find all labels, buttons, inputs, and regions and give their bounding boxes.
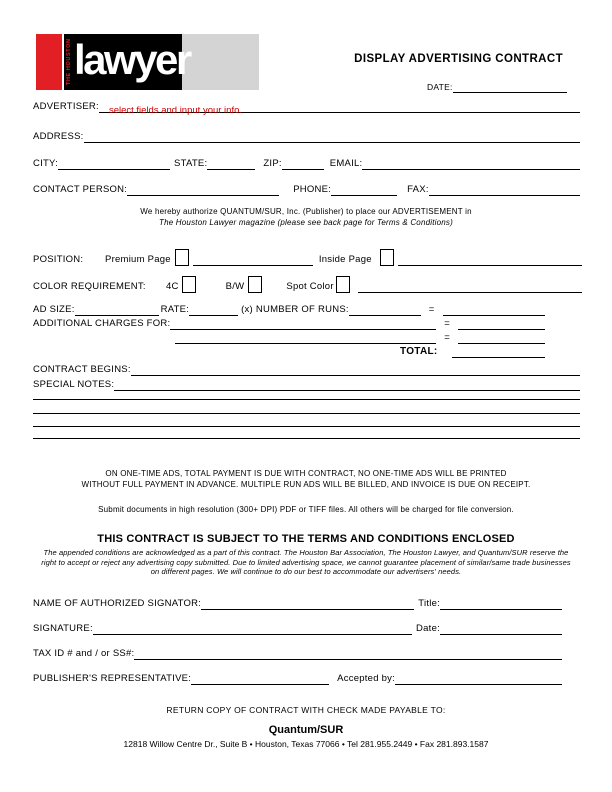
submit-documents-note: Submit documents in high resolution (300+ DPI) PDF or TIFF files. All others will be charged for file conversion. — [98, 505, 514, 514]
signator-row — [33, 597, 562, 610]
return-copy-note: RETURN COPY OF CONTRACT WITH CHECK MADE PAYABLE TO: — [166, 705, 446, 715]
four-color-label: 4C — [166, 281, 179, 292]
city-label: CITY: — [33, 158, 59, 169]
bw-checkbox[interactable] — [248, 276, 262, 293]
premium-page-checkbox[interactable] — [175, 249, 189, 266]
phone-input-line[interactable] — [331, 183, 397, 196]
special-notes-row — [33, 378, 580, 391]
total-input-line[interactable] — [452, 345, 545, 358]
special-notes-line-3[interactable] — [33, 413, 580, 414]
extra-charges-input-line[interactable] — [175, 331, 436, 344]
zip-label: ZIP: — [263, 158, 282, 169]
contact-person-input-line[interactable] — [127, 183, 279, 196]
date-label: DATE: — [427, 82, 453, 92]
special-notes-line-4[interactable] — [33, 426, 580, 427]
zip-input-line[interactable] — [282, 157, 324, 170]
title-label: Title: — [418, 598, 440, 609]
accepted-by-label: Accepted by: — [337, 673, 396, 684]
special-notes-line-5[interactable] — [33, 438, 580, 439]
signature-input-line[interactable] — [93, 622, 412, 635]
inside-page-label: Inside Page — [318, 254, 372, 265]
contact-person-label: CONTACT PERSON: — [33, 184, 128, 195]
logo-black-block — [64, 34, 190, 90]
payment-terms-line2: WITHOUT FULL PAYMENT IN ADVANCE. MULTIPLE RUN ADS WILL BE BILLED, AND INVOICE IS DUE ON RECEIPT. — [81, 479, 531, 489]
city-input-line[interactable] — [58, 157, 170, 170]
number-of-runs-label: (x) NUMBER OF RUNS: — [241, 304, 349, 315]
city-state-zip-email-row — [33, 157, 580, 170]
title-input-line[interactable] — [440, 597, 562, 610]
logo-gray-block — [182, 34, 259, 90]
special-notes-label: SPECIAL NOTES: — [33, 379, 115, 390]
color-requirement-label: COLOR REQUIREMENT: — [33, 281, 146, 292]
contract-begins-row — [33, 363, 580, 376]
tax-id-row — [33, 647, 562, 660]
advertiser-input-line[interactable] — [99, 100, 580, 116]
ad-size-row — [33, 303, 545, 316]
advertiser-label: ADVERTISER: — [33, 101, 99, 112]
extra-charges-row — [175, 331, 545, 344]
spot-color-label: Spot Color — [286, 281, 334, 292]
phone-label: PHONE: — [293, 184, 332, 195]
equals-sign-2: = — [444, 318, 450, 329]
inside-page-input-line[interactable] — [398, 253, 582, 266]
ad-size-input-line[interactable] — [75, 303, 159, 316]
terms-body: The appended conditions are acknowledged as a part of this contract. The Houston Bar Association, The Houston Lawyer, and Quantum/SUR reserve the right to accept or reject any advertising copy submitted. Due to limited advertising space, we cannot guarantee placement of similar/same trade businesses on different pages. We will continue to do our best to accommodate our advertisers' needs. — [41, 548, 571, 576]
company-name: Quantum/SUR — [268, 724, 344, 736]
logo-wordmark: lawyer — [74, 35, 190, 83]
spot-color-checkbox[interactable] — [336, 276, 350, 293]
additional-charges-label: ADDITIONAL CHARGES FOR: — [33, 318, 171, 329]
color-requirement-row — [33, 276, 582, 293]
rate-input-line[interactable] — [189, 303, 238, 316]
premium-page-input-line[interactable] — [193, 253, 313, 266]
premium-page-label: Premium Page — [105, 254, 171, 265]
equals-sign-3: = — [444, 332, 450, 343]
email-label: EMAIL: — [329, 158, 363, 169]
fax-label: FAX: — [407, 184, 429, 195]
number-of-runs-input-line[interactable] — [349, 303, 421, 316]
authorization-line1: We hereby authorize QUANTUM/SUR, Inc. (Publisher) to place our ADVERTISEMENT in — [140, 207, 472, 216]
date-input-line[interactable] — [453, 80, 567, 93]
logo-vertical-text: THE HOUSTON — [66, 38, 72, 85]
ad-size-label: AD SIZE: — [33, 304, 75, 315]
state-label: STATE: — [174, 158, 208, 169]
total-row — [400, 345, 545, 358]
date-row — [427, 80, 567, 93]
spot-color-input-line[interactable] — [358, 280, 582, 293]
special-notes-line-2[interactable] — [33, 399, 580, 400]
authorization-line2: The Houston Lawyer magazine (please see back page for Terms & Conditions) — [158, 218, 453, 227]
inside-page-checkbox[interactable] — [380, 249, 394, 266]
accepted-by-input-line[interactable] — [395, 672, 562, 685]
terms-heading: THIS CONTRACT IS SUBJECT TO THE TERMS AND CONDITIONS ENCLOSED — [97, 533, 515, 545]
publisher-rep-input-line[interactable] — [191, 672, 329, 685]
equals-sign-1: = — [428, 304, 435, 315]
address-label: ADDRESS: — [33, 131, 84, 142]
terms-body-wrap — [0, 548, 612, 577]
authorized-signator-label: NAME OF AUTHORIZED SIGNATOR: — [33, 598, 202, 609]
payment-terms-line1: ON ONE-TIME ADS, TOTAL PAYMENT IS DUE WITH CONTRACT, NO ONE-TIME ADS WILL BE PRINTED — [105, 469, 507, 478]
additional-charges-row — [33, 317, 545, 330]
special-notes-input-line[interactable] — [114, 378, 580, 391]
signature-row — [33, 622, 562, 635]
fax-input-line[interactable] — [429, 183, 580, 196]
bw-label: B/W — [225, 281, 245, 292]
position-row — [33, 249, 582, 266]
contract-begins-input-line[interactable] — [131, 363, 580, 376]
position-label: POSITION: — [33, 254, 84, 265]
houston-lawyer-logo — [36, 34, 259, 90]
signature-label: SIGNATURE: — [33, 623, 93, 634]
company-address: 12818 Willow Centre Dr., Suite B • Houston, Texas 77066 • Tel 281.955.2449 • Fax 281.893.1587 — [123, 739, 489, 749]
authorization-paragraph — [0, 206, 612, 228]
publisher-representative-label: PUBLISHER'S REPRESENTATIVE: — [33, 673, 192, 684]
advertiser-row — [33, 100, 580, 116]
rate-label: RATE: — [160, 304, 190, 315]
payment-terms-paragraph — [0, 469, 612, 490]
sign-date-label: Date: — [416, 623, 440, 634]
total-label: TOTAL: — [400, 346, 438, 357]
line-total-3[interactable] — [458, 331, 545, 344]
line-total-2[interactable] — [458, 317, 545, 330]
state-input-line[interactable] — [207, 157, 255, 170]
additional-charges-input-line[interactable] — [170, 317, 436, 330]
page-title: DISPLAY ADVERTISING CONTRACT — [354, 53, 563, 65]
sign-date-input-line[interactable] — [440, 622, 562, 635]
signator-input-line[interactable] — [201, 597, 414, 610]
publisher-rep-row — [33, 672, 562, 685]
email-input-line[interactable] — [362, 157, 580, 170]
logo-red-block — [36, 34, 62, 90]
tax-id-input-line[interactable] — [134, 647, 562, 660]
address-input-line[interactable] — [84, 130, 580, 143]
fill-hint-text: select fields and input your info. — [108, 105, 243, 116]
tax-id-label: TAX ID # and / or SS#: — [33, 648, 135, 659]
contract-begins-label: CONTRACT BEGINS: — [33, 364, 131, 375]
four-color-checkbox[interactable] — [182, 276, 196, 293]
line-total-1[interactable] — [443, 303, 545, 316]
contact-phone-fax-row — [33, 183, 580, 196]
address-row — [33, 130, 580, 143]
